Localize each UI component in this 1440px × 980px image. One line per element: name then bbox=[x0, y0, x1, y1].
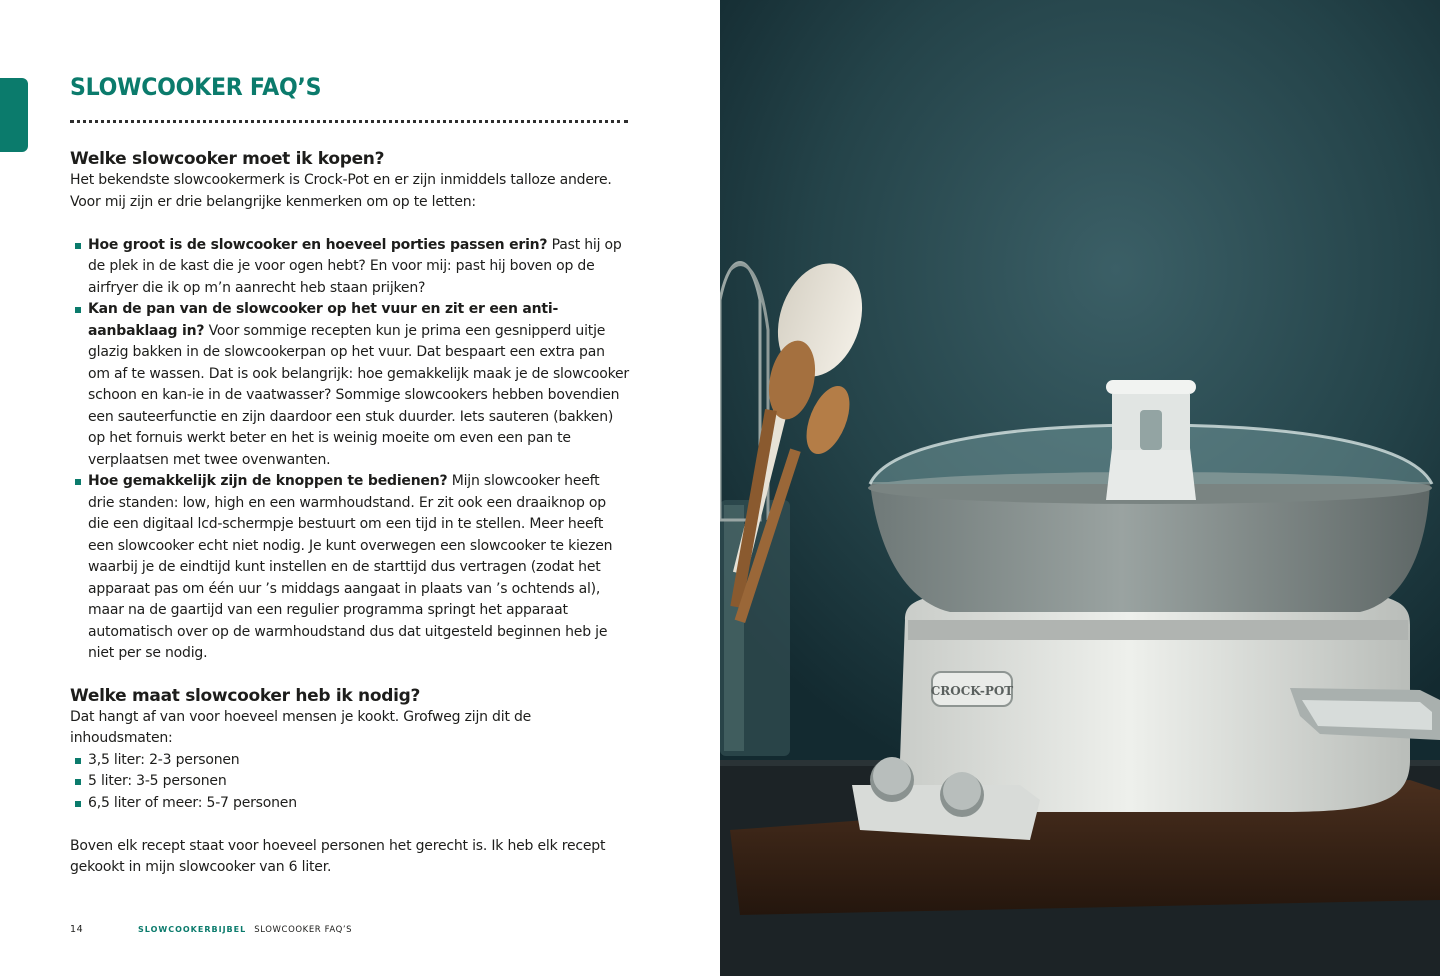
feature-item-buttons bbox=[70, 471, 630, 665]
faq-outro-size: Boven elk recept staat voor hoeveel personen het gerecht is. Ik heb elk recept gekookt in mijn slowcooker van 6 liter. bbox=[70, 837, 606, 875]
feature-item-size bbox=[70, 235, 630, 300]
faq-intro-size: Dat hangt af van voor hoeveel mensen je kookt. Grofweg zijn dit de inhoudsmaten: bbox=[70, 708, 532, 746]
page-footer bbox=[70, 924, 352, 935]
book-title: SLOWCOOKERBIJBEL bbox=[138, 925, 247, 934]
size-item: 6,5 liter of meer: 5-7 personen bbox=[70, 793, 630, 815]
feature-lead: Hoe gemakkelijk zijn de knoppen te bedienen? bbox=[88, 473, 448, 489]
faq-content bbox=[70, 148, 630, 879]
feature-text: Mijn slowcooker heeft drie standen: low, high en een warmhoudstand. Er zit ook een draaiknop op die een digitaal lcd-schermpje bestuurt om een tijd in te stellen. Meer heeft een slowcooker echt niet nodig. Je kunt overwegen een slowcooker te kiezen waarbij je de eindtijd kunt instellen en de starttijd dus vertragen (zodat het apparaat pas om één uur ’s middags aangaat in plaats van ’s ochtends al), maar na de gaartijd van een regulier programma springt het apparaat automatisch over op de warmhoudstand dus dat uitgesteld beginnen heb je niet per se nodig. bbox=[88, 473, 613, 661]
faq-heading-size: Welke maat slowcooker heb ik nodig? bbox=[70, 685, 421, 706]
page-number: 14 bbox=[70, 924, 84, 935]
feature-lead: Kan de pan van de slowcooker op het vuur en zit er een anti-aanbaklaag in? bbox=[88, 301, 559, 339]
slowcooker-illustration bbox=[720, 0, 1440, 976]
size-list bbox=[70, 750, 630, 815]
left-page bbox=[0, 0, 720, 976]
page-title: SLOWCOOKER FAQ’S bbox=[70, 73, 322, 101]
feature-text: Voor sommige recepten kun je prima een gesnipperd uitje glazig bakken in de slowcookerpan op het vuur. Dat bespaart een extra pan om af te wassen. Dat is ook belangrijk: hoe gemakkelijk maak je de slowcooker schoon en kan-ie in de vaatwasser? Sommige slowcookers hebben bovendien een sauteerfunctie en zijn daardoor een stuk duurder. Iets sauteren (bakken) op het fornuis werkt beter en het is weinig moeite om even een pan te verplaatsen met twee ovenwanten. bbox=[88, 322, 629, 468]
size-item: 5 liter: 3-5 personen bbox=[70, 771, 630, 793]
slowcooker bbox=[852, 380, 1440, 840]
size-item: 3,5 liter: 2-3 personen bbox=[70, 750, 630, 772]
brand-label: CROCK-POT bbox=[930, 684, 1014, 698]
dotted-divider bbox=[70, 120, 628, 123]
faq-heading-buy: Welke slowcooker moet ik kopen? bbox=[70, 149, 385, 169]
feature-list bbox=[70, 235, 630, 665]
feature-lead: Hoe groot is de slowcooker en hoeveel porties passen erin? bbox=[88, 236, 548, 253]
faq-intro-buy: Het bekendste slowcookermerk is Crock-Pot en er zijn inmiddels talloze andere. Voor mij zijn er drie belangrijke kenmerken om op te letten: bbox=[70, 172, 612, 210]
slowcooker-photo bbox=[720, 0, 1440, 976]
chapter-tab-marker bbox=[0, 78, 28, 152]
feature-item-pan bbox=[70, 299, 630, 471]
section-title: SLOWCOOKER FAQ’S bbox=[254, 925, 353, 935]
feature-text: Past hij op de plek in de kast die je voor ogen hebt? En voor mij: past hij boven op de airfryer die ik op m’n aanrecht heb staan prijken? bbox=[88, 236, 622, 296]
